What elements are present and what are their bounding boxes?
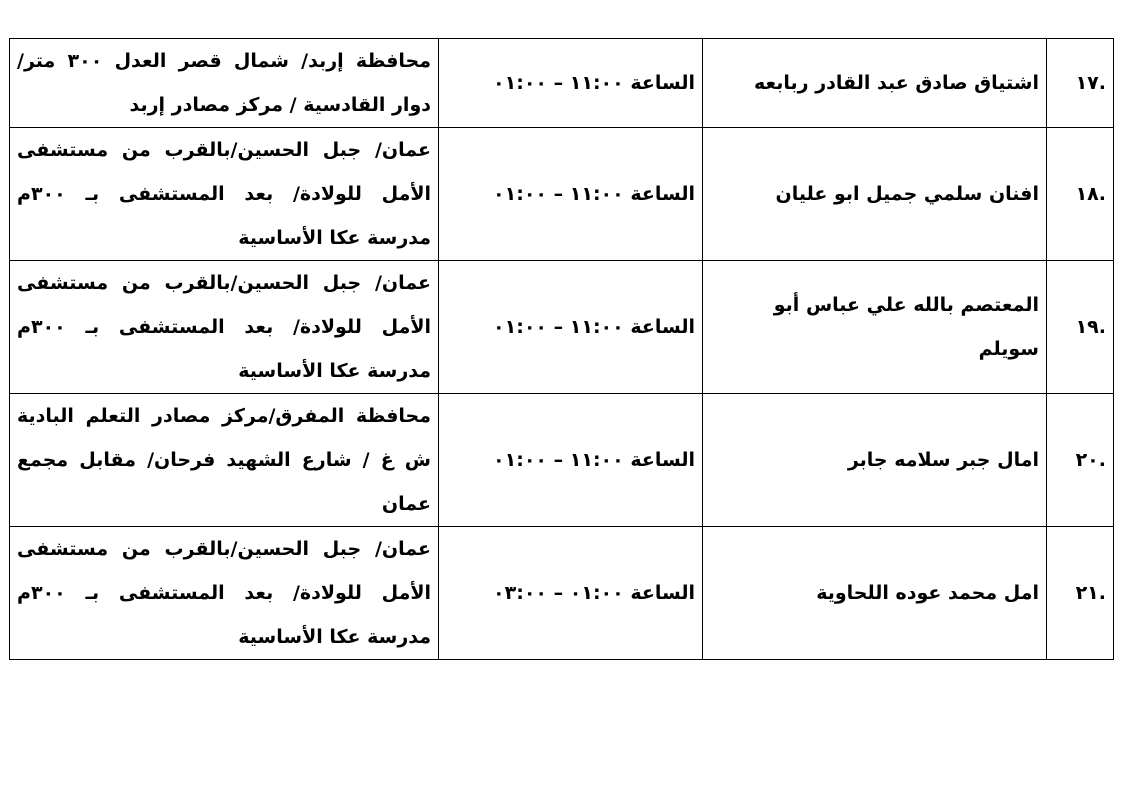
table-row: [10, 394, 1114, 527]
session-time: الساعة ١١:٠٠ – ٠١:٠٠: [439, 261, 703, 394]
table-row: [10, 527, 1114, 660]
location-address: عمان/ جبل الحسين/بالقرب من مستشفى الأمل للولادة/ بعد المستشفى بـ ٣٠٠م مدرسة عكا الأساسية: [10, 128, 439, 261]
row-number: .١٧: [1047, 39, 1114, 128]
session-time: الساعة ٠١:٠٠ – ٠٣:٠٠: [439, 527, 703, 660]
session-time: الساعة ١١:٠٠ – ٠١:٠٠: [439, 39, 703, 128]
row-number: .١٩: [1047, 261, 1114, 394]
location-address: عمان/ جبل الحسين/بالقرب من مستشفى الأمل للولادة/ بعد المستشفى بـ ٣٠٠م مدرسة عكا الأساسية: [10, 261, 439, 394]
row-number: .١٨: [1047, 128, 1114, 261]
location-address: محافظة المفرق/مركز مصادر التعلم البادية ش غ / شارع الشهيد فرحان/ مقابل مجمع عمان: [10, 394, 439, 527]
location-address: عمان/ جبل الحسين/بالقرب من مستشفى الأمل للولادة/ بعد المستشفى بـ ٣٠٠م مدرسة عكا الأساسية: [10, 527, 439, 660]
location-address: محافظة إربد/ شمال قصر العدل ٣٠٠ متر/ دوار القادسية / مركز مصادر إربد: [10, 39, 439, 128]
row-number: .٢١: [1047, 527, 1114, 660]
participant-name: افنان سلمي جميل ابو عليان: [703, 128, 1047, 261]
participant-name: امال جبر سلامه جابر: [703, 394, 1047, 527]
session-time: الساعة ١١:٠٠ – ٠١:٠٠: [439, 394, 703, 527]
table-row: [10, 128, 1114, 261]
participant-name: المعتصم بالله علي عباس أبو سويلم: [703, 261, 1047, 394]
participant-name: اشتياق صادق عبد القادر ربابعه: [703, 39, 1047, 128]
participant-name: امل محمد عوده اللحاوية: [703, 527, 1047, 660]
session-time: الساعة ١١:٠٠ – ٠١:٠٠: [439, 128, 703, 261]
row-number: .٢٠: [1047, 394, 1114, 527]
table-row: [10, 39, 1114, 128]
table-row: [10, 261, 1114, 394]
schedule-table: [9, 38, 1114, 660]
